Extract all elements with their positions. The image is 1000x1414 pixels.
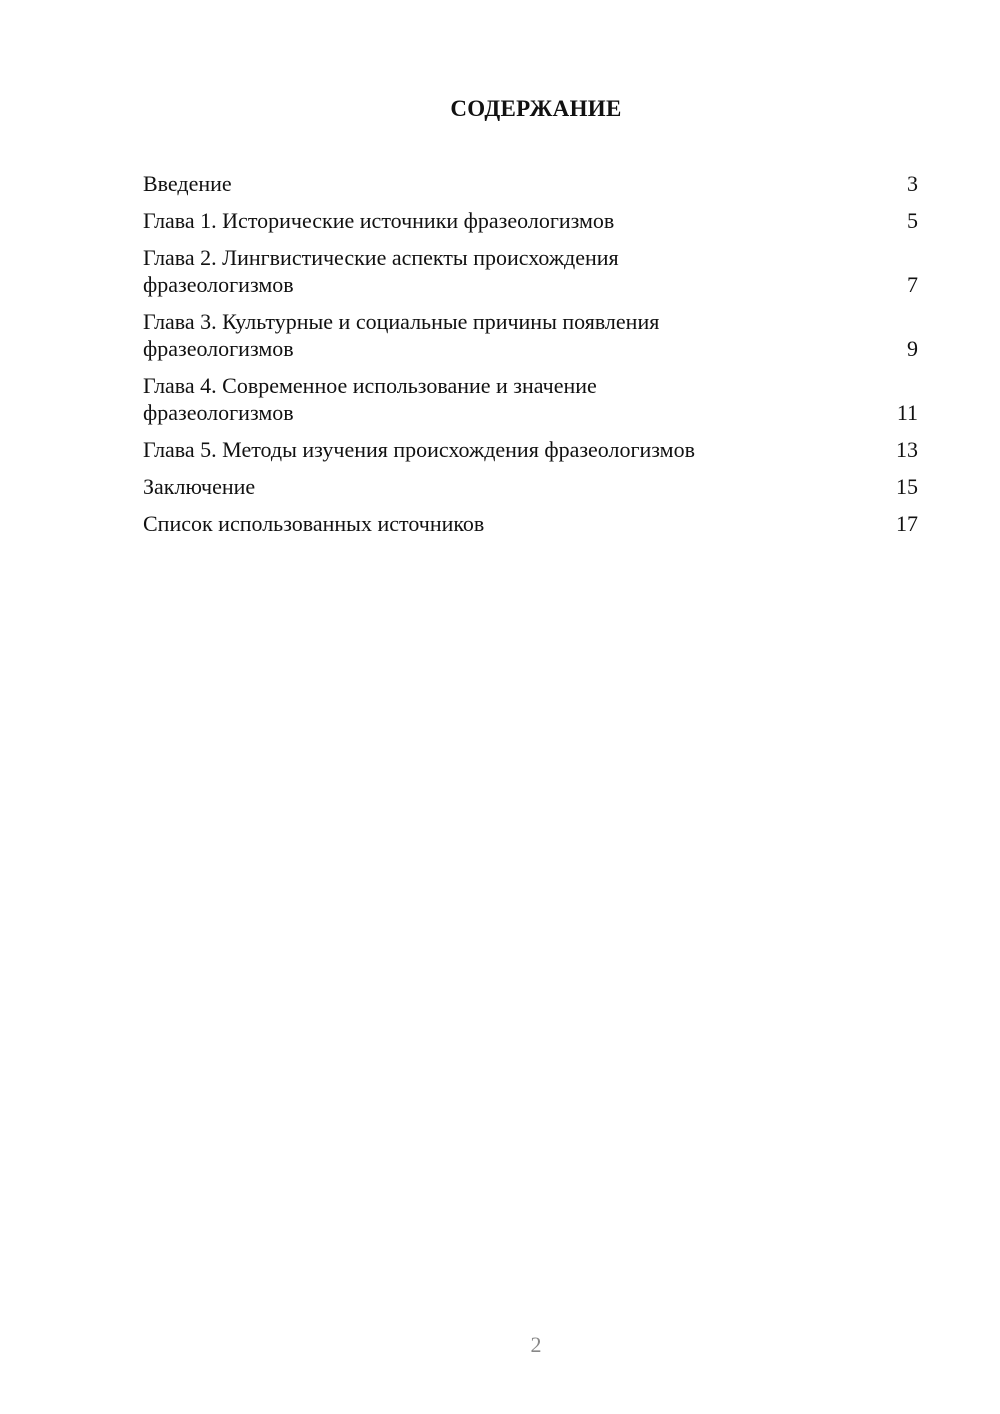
toc-entry-page: 9 — [907, 336, 918, 361]
toc-entry-conclusion — [143, 473, 918, 500]
toc-entry-page: 15 — [896, 474, 918, 499]
toc-entry-chapter-3 — [143, 308, 918, 362]
toc-entry-page: 5 — [907, 208, 918, 233]
toc-entry-chapter-4 — [143, 372, 918, 426]
toc-entry-label: Глава 5. Методы изучения происхождения фразеологизмов — [143, 437, 695, 462]
toc-entry-chapter-5 — [143, 436, 918, 463]
toc-entry-label: Список использованных источников — [143, 511, 485, 536]
toc-entry-label: Глава 4. Современное использование и значение фразеологизмов — [143, 373, 597, 425]
toc-entry-label: Глава 3. Культурные и социальные причины появления фразеологизмов — [143, 309, 660, 361]
table-of-contents — [143, 170, 918, 547]
toc-entry-label: Введение — [143, 171, 232, 196]
toc-entry-label: Глава 1. Исторические источники фразеологизмов — [143, 208, 615, 233]
toc-entry-chapter-2 — [143, 244, 918, 298]
toc-entry-page: 11 — [896, 400, 918, 425]
toc-entry-page: 7 — [907, 272, 918, 297]
toc-entry-page: 3 — [907, 171, 918, 196]
page-number: 2 — [530, 1332, 542, 1357]
toc-entry-page: 17 — [896, 511, 918, 536]
toc-entry-label: Глава 2. Лингвистические аспекты происхождения фразеологизмов — [143, 245, 619, 297]
toc-entry-label: Заключение — [143, 474, 256, 499]
toc-entry-references — [143, 510, 918, 537]
toc-entry-page: 13 — [896, 437, 918, 462]
toc-title: СОДЕРЖАНИЕ — [450, 96, 622, 121]
toc-entry-introduction — [143, 170, 918, 197]
toc-entry-chapter-1 — [143, 207, 918, 234]
